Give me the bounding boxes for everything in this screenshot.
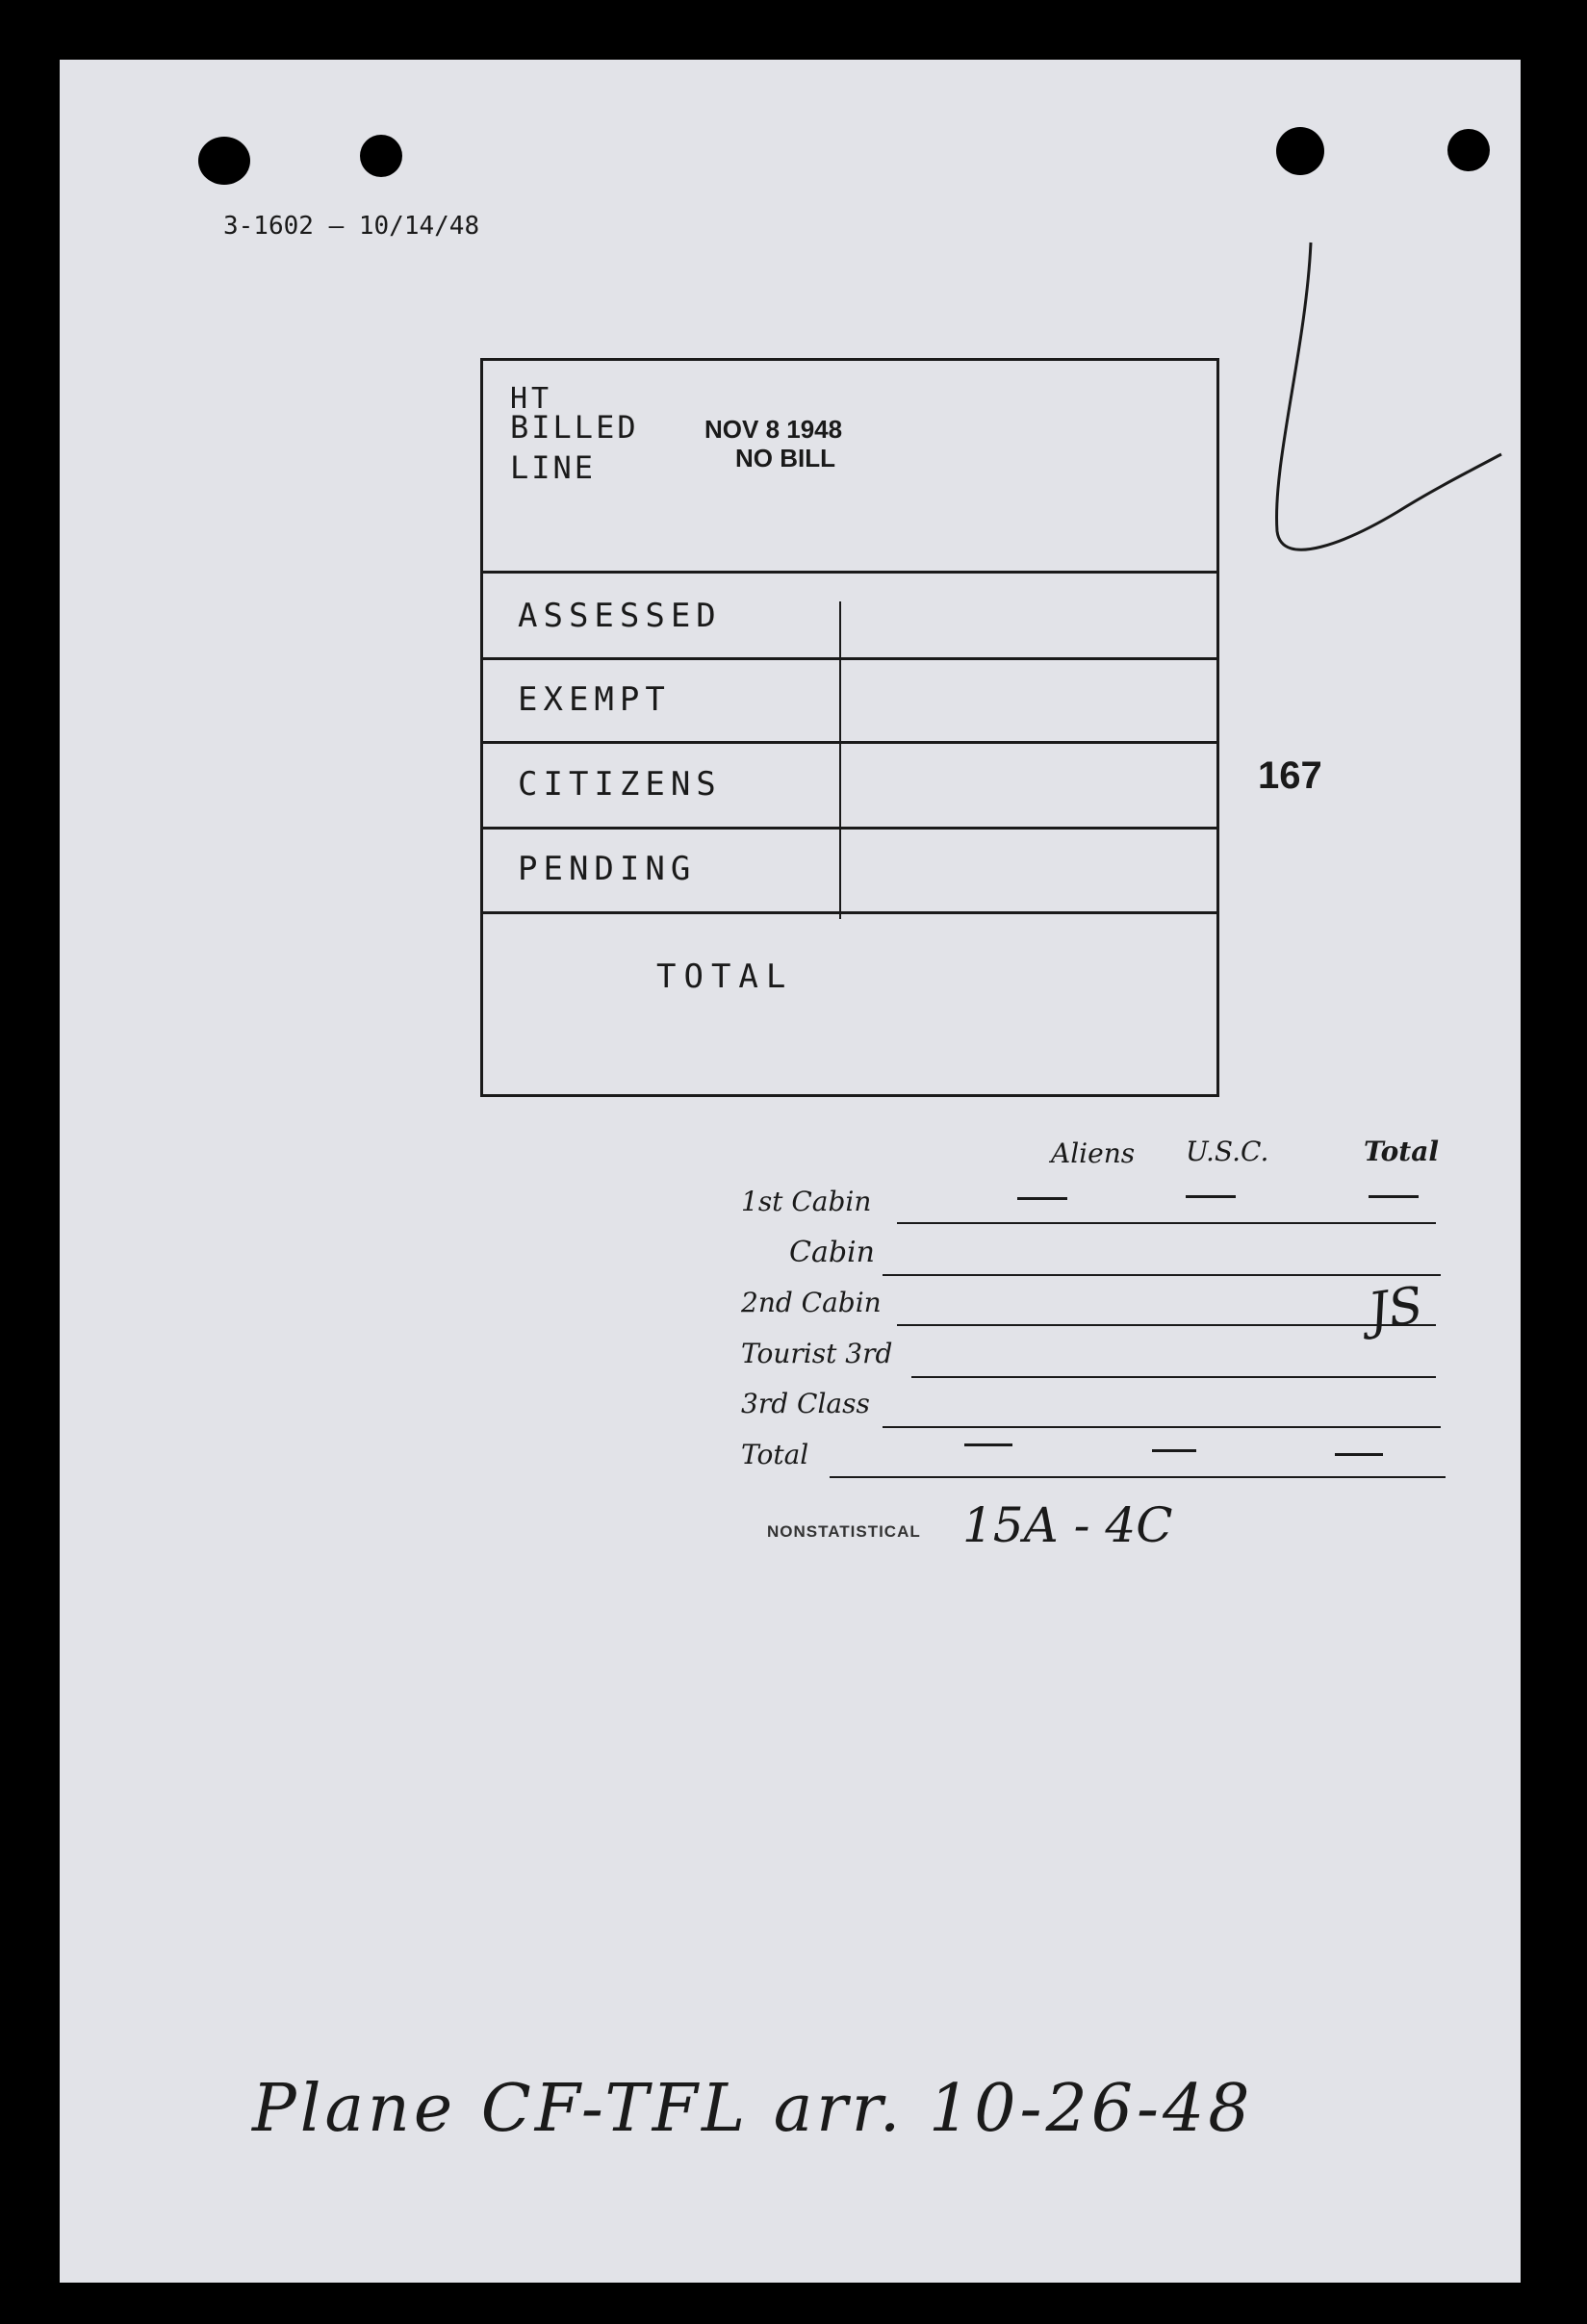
row-cabin: Cabin: [789, 1236, 875, 1269]
row-total: Total: [741, 1439, 809, 1470]
nonstatistical-value: 15A - 4C: [962, 1497, 1173, 1553]
billing-box: [480, 358, 1219, 1097]
row-tourist-third: Tourist 3rd: [741, 1338, 893, 1369]
pen-stroke: [1195, 214, 1503, 618]
stamp-date: NOV 8 1948: [704, 415, 843, 444]
line-billed: BILLED: [510, 409, 639, 446]
stamp-no-bill: NO BILL: [735, 444, 835, 472]
punch-hole-2: [360, 135, 402, 177]
initials: JS: [1365, 1276, 1427, 1341]
punch-hole-1: [198, 137, 250, 185]
side-number: 167: [1258, 754, 1322, 797]
row-third-class: 3rd Class: [741, 1388, 870, 1419]
row-assessed: ASSESSED: [518, 597, 722, 635]
line-ht: HT: [510, 382, 553, 416]
nonstatistical-label: NONSTATISTICAL: [767, 1522, 921, 1541]
footer-note: Plane CF-TFL arr. 10-26-48: [252, 2071, 1254, 2147]
row-exempt: EXEMPT: [518, 680, 671, 719]
row-first-cabin: 1st Cabin: [741, 1186, 872, 1217]
total-label: TOTAL: [656, 958, 794, 996]
row-citizens: CITIZENS: [518, 765, 722, 804]
column-aliens: Aliens: [1051, 1137, 1136, 1169]
row-second-cabin: 2nd Cabin: [741, 1287, 882, 1318]
column-total: Total: [1364, 1136, 1440, 1167]
line-line: LINE: [510, 449, 597, 486]
column-usc: U.S.C.: [1186, 1136, 1269, 1167]
punch-hole-3: [1276, 127, 1324, 175]
form-reference: 3-1602 — 10/14/48: [223, 212, 480, 241]
punch-hole-4: [1447, 129, 1490, 171]
document-page: [60, 60, 1521, 2283]
row-pending: PENDING: [518, 850, 697, 888]
